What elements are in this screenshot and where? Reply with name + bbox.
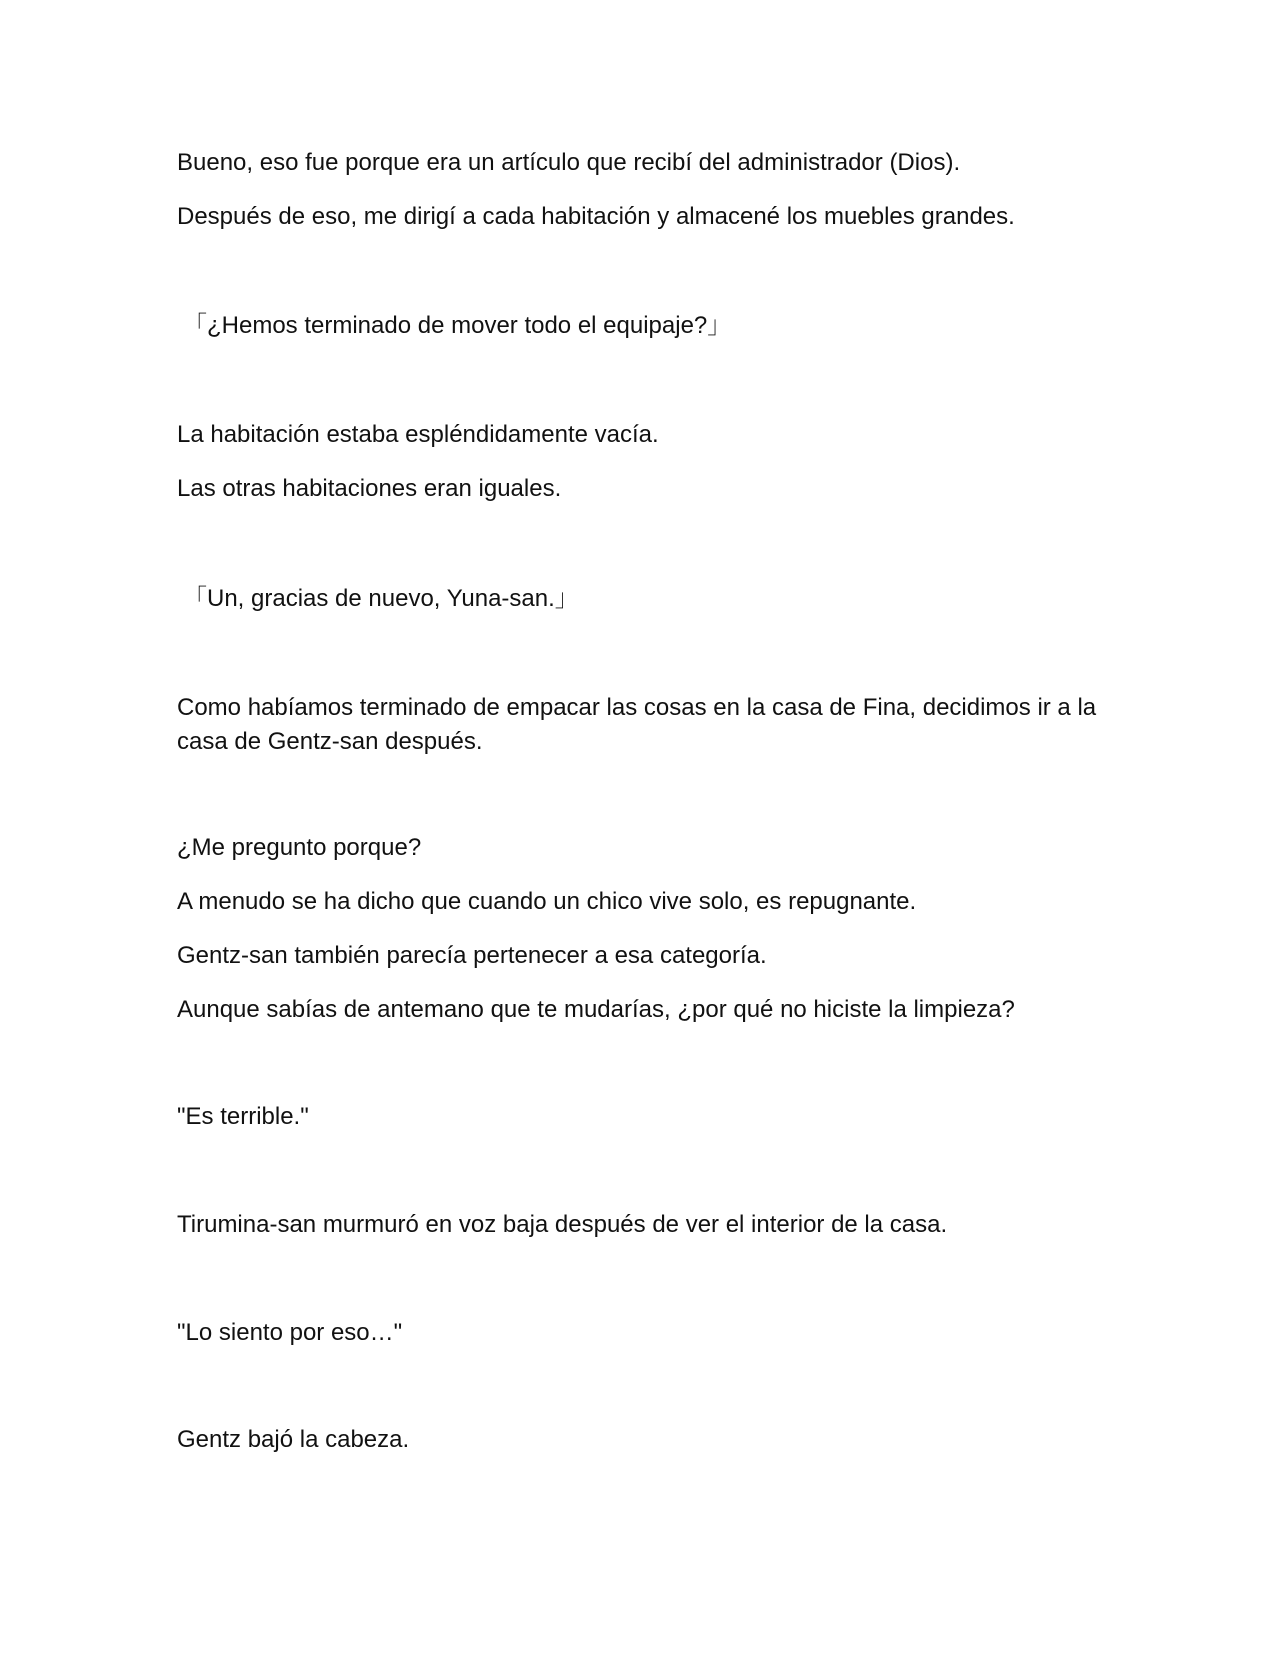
paragraph-6: ¿Me pregunto porque? bbox=[177, 834, 422, 861]
paragraph-3: La habitación estaba espléndidamente vacía. bbox=[177, 421, 659, 448]
dialogue-2: 「Un, gracias de nuevo, Yuna-san.」 bbox=[183, 585, 579, 612]
paragraph-2: Después de eso, me dirigí a cada habitación y almacené los muebles grandes. bbox=[177, 203, 1015, 230]
paragraph-4: Las otras habitaciones eran iguales. bbox=[177, 475, 562, 502]
paragraph-10: Tirumina-san murmuró en voz baja después de ver el interior de la casa. bbox=[177, 1211, 948, 1238]
paragraph-8: Gentz-san también parecía pertenecer a esa categoría. bbox=[177, 942, 767, 969]
dialogue-3: "Es terrible." bbox=[177, 1103, 309, 1130]
paragraph-5: Como habíamos terminado de empacar las cosas en la casa de Fina, decidimos ir a la casa de Gentz-san después. bbox=[177, 694, 1097, 755]
paragraph-7: A menudo se ha dicho que cuando un chico vive solo, es repugnante. bbox=[177, 888, 917, 915]
paragraph-11: Gentz bajó la cabeza. bbox=[177, 1426, 410, 1453]
paragraph-9: Aunque sabías de antemano que te mudarías, ¿por qué no hiciste la limpieza? bbox=[177, 996, 1015, 1023]
dialogue-4: "Lo siento por eso…" bbox=[177, 1319, 403, 1346]
paragraph-1: Bueno, eso fue porque era un artículo que recibí del administrador (Dios). bbox=[177, 149, 961, 176]
dialogue-1: 「¿Hemos terminado de mover todo el equipaje?」 bbox=[183, 312, 732, 339]
